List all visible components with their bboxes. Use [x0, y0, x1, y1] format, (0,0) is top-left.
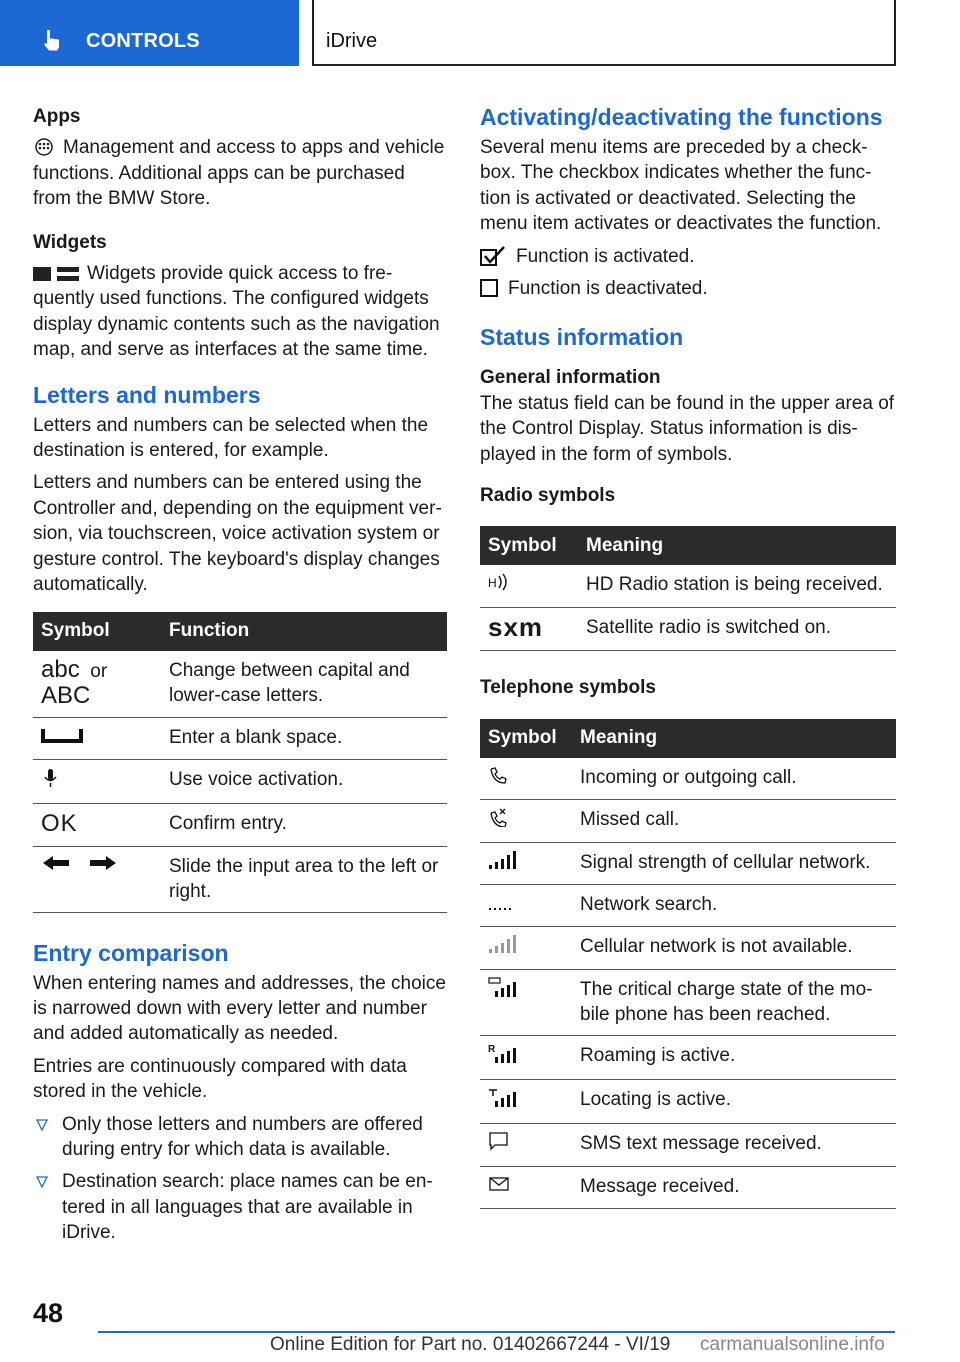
space-text: Enter a blank space. [161, 717, 447, 759]
low-battery-icon [488, 977, 518, 999]
left-column [33, 100, 447, 1253]
activated-line [480, 244, 896, 269]
table-row [480, 1035, 896, 1079]
missed-call-icon [488, 807, 508, 827]
table-row [480, 607, 896, 650]
list-item: Only those letters and numbers are offered during entry for which data is available. [33, 1112, 447, 1163]
roaming-icon [488, 1043, 518, 1065]
table-header-symbol: Symbol [480, 526, 578, 565]
right-column [480, 100, 896, 1209]
table-row [33, 651, 447, 718]
table-row [480, 927, 896, 969]
hand-pointer-icon [40, 28, 64, 52]
triangle-bullet-icon [36, 1176, 48, 1188]
letters-paragraph-1: Letters and numbers can be selected when the destination is entered, for example. [33, 414, 429, 462]
telephone-heading: Telephone symbols [480, 677, 656, 699]
letters-heading: Letters and numbers [33, 381, 261, 408]
checkbox-empty-icon [480, 278, 500, 298]
phone-call-icon [488, 765, 508, 785]
sxm-text: Satellite radio is switched on. [578, 607, 896, 650]
table-row [480, 842, 896, 884]
hd-radio-icon [488, 572, 514, 592]
apps-text: Management and access to apps and vehicle functions. Additional apps can be purchased from the BMW Store. [33, 137, 445, 210]
activated-text: Function is activated. [516, 245, 695, 267]
status-heading: Status information [480, 324, 684, 351]
table-row [480, 800, 896, 842]
voice-text: Use voice activation. [161, 759, 447, 803]
table-row [480, 1079, 896, 1123]
general-heading: General information [480, 367, 661, 389]
table-row [33, 846, 447, 912]
section-title: CONTROLS [86, 30, 200, 52]
radio-heading: Radio symbols [480, 485, 616, 507]
deactivated-text: Function is deactivated. [508, 278, 708, 300]
table-row [480, 1124, 896, 1166]
or-text: or [90, 660, 108, 682]
entry-paragraph-2: Entries are continuously compared with data stored in the vehicle. [33, 1055, 407, 1103]
apps-heading: Apps [33, 106, 81, 127]
radio-symbol-table [480, 526, 896, 651]
apps-grid-icon [33, 138, 55, 156]
table-header-symbol: Symbol [480, 719, 572, 758]
case-switch-symbol [33, 651, 161, 718]
sms-text: SMS text message received. [572, 1124, 896, 1166]
deactivated-line [480, 276, 896, 301]
slide-text: Slide the input area to the left or right. [161, 846, 447, 912]
list-item: Destination search: place names can be en- tered in all languages that are available in iDrive. [33, 1169, 447, 1245]
space-bar-icon [41, 725, 83, 745]
section-tab [0, 0, 299, 66]
table-row [33, 717, 447, 759]
chapter-title: iDrive [326, 30, 378, 52]
envelope-icon [488, 1174, 510, 1194]
triangle-bullet-icon [36, 1119, 48, 1131]
keyboard-symbol-table [33, 612, 447, 913]
letters-paragraph-2: Letters and numbers can be entered using the Controller and, depending on the equipment ver- sion, via touchscreen, voice activation system or gesture control. The keyboard's display changes automatically. [33, 472, 442, 596]
page-number: 48 [33, 1298, 64, 1328]
sms-icon [488, 1131, 510, 1151]
table-row [33, 804, 447, 846]
no-network-text: Cellular network is not available. [572, 927, 896, 969]
microphone-icon [41, 767, 59, 789]
table-row [480, 969, 896, 1035]
widgets-heading: Widgets [33, 231, 107, 253]
table-row [480, 565, 896, 607]
svg-text:H: H [488, 576, 497, 591]
entry-heading: Entry comparison [33, 939, 229, 966]
checkbox-checked-icon [480, 246, 508, 266]
arrow-right-icon [88, 854, 118, 872]
confirm-text: Confirm entry. [161, 804, 447, 846]
signal-strength-icon [488, 850, 518, 870]
chapter-box [312, 0, 896, 66]
roaming-text: Roaming is active. [572, 1035, 896, 1079]
no-network-icon [488, 934, 518, 954]
table-header-row [33, 612, 447, 651]
battery-text: The critical charge state of the mo- bile phone has been reached. [572, 969, 896, 1035]
general-paragraph: The status field can be found in the upper area of the Control Display. Status information is dis- played in the form of symbols. [480, 392, 895, 465]
uppercase-abc-icon: ABC [41, 681, 91, 709]
locating-text: Locating is active. [572, 1079, 896, 1123]
lowercase-abc-icon: abc [41, 655, 80, 683]
edition-text: Online Edition for Part no. 01402667244 - VI/19 [270, 1334, 671, 1355]
arrow-left-icon [41, 854, 71, 872]
table-header-row [480, 526, 896, 565]
network-search-text: Network search. [572, 884, 896, 926]
message-text: Message received. [572, 1166, 896, 1208]
activating-paragraph: Several menu items are preceded by a check- box. The checkbox indicates whether the func- tion is activated or deactivated. Selecting the menu item activates or deactivates the function. [480, 137, 882, 235]
widgets-icon [33, 266, 79, 282]
network-search-icon [488, 892, 512, 912]
entry-paragraph-1: When entering names and addresses, the choice is narrowed down with every letter and number and added automatically as needed. [33, 972, 446, 1045]
table-header-meaning: Meaning [572, 719, 896, 758]
widgets-text: Widgets provide quick access to fre- quently used functions. The configured widgets display dynamic contents such as the navigation map, and serve as interfaces at the same time. [33, 263, 440, 361]
entry-bullet-list [33, 1112, 447, 1246]
case-switch-text: Change between capital and lower-case letters. [161, 651, 447, 718]
apps-paragraph [33, 135, 447, 211]
table-header-symbol: Symbol [33, 612, 161, 651]
table-row [480, 884, 896, 926]
table-header-row [480, 719, 896, 758]
call-text: Incoming or outgoing call. [572, 758, 896, 800]
page-header [0, 0, 960, 66]
locating-icon [488, 1087, 518, 1109]
ok-icon: OK [41, 810, 78, 838]
svg-text:R: R [488, 1043, 496, 1055]
signal-text: Signal strength of cellular network. [572, 842, 896, 884]
missed-call-text: Missed call. [572, 800, 896, 842]
hd-radio-text: HD Radio station is being received. [578, 565, 896, 607]
footer-divider [98, 1331, 895, 1333]
table-row [33, 759, 447, 803]
table-header-function: Function [161, 612, 447, 651]
table-row [480, 758, 896, 800]
telephone-symbol-table [480, 719, 896, 1209]
table-row [480, 1166, 896, 1208]
table-header-meaning: Meaning [578, 526, 896, 565]
sxm-logo-icon: sxm [488, 611, 544, 642]
activating-heading: Activating/deactivating the functions [480, 104, 883, 130]
watermark: carmanualsonline.info [700, 1334, 885, 1355]
widgets-paragraph [33, 261, 447, 363]
